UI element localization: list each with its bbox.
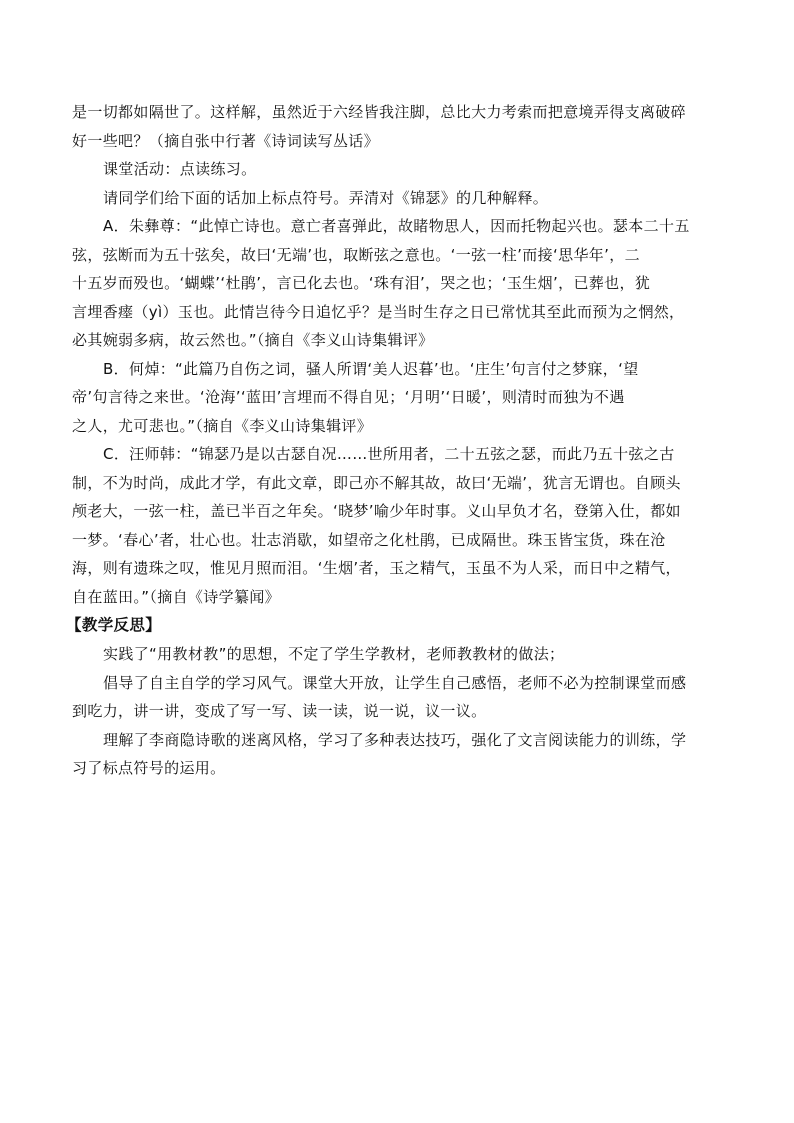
text-line: 十五岁而殁也。‘蝴蝶’‘杜鹃’，言已化去也。‘珠有泪’，哭之也；‘玉生烟’，已葬也，犹 — [72, 274, 651, 292]
body-text — [72, 98, 724, 611]
text-line: 倡导了自主自学的学习风气。课堂大开放，让学生自己感悟，老师不必为控制课堂而感 — [103, 673, 687, 692]
text-line: 好一些吧？（摘自张中行著《诗词读写丛话》 — [72, 131, 380, 150]
text-line: 实践了“用教材教”的思想，不定了学生学教材，老师教教材的做法； — [103, 645, 565, 663]
text-line: 海，则有遗珠之叹，惟见月照而泪。‘生烟’者，玉之精气，玉虽不为人采，而日中之精气， — [72, 559, 681, 577]
text-line: 到吃力，讲一讲，变成了写一写、读一读，说一说，议一议。 — [72, 702, 487, 720]
text-line: 理解了李商隐诗歌的迷离风格，学习了多种表达技巧，强化了文言阅读能力的训练，学 — [103, 730, 687, 749]
text-line: 请同学们给下面的话加上标点符号。弄清对《锦瑟》的几种解释。 — [103, 188, 549, 207]
text-line: 制，不为时尚，成此才学，有此文章，即己亦不解其故，故曰‘无端’，犹言无谓也。自顾头 — [72, 473, 681, 492]
text-line: 是一切都如隔世了。这样解，虽然近于六经皆我注脚，总比大力考索而把意境弄得支离破碎 — [72, 103, 687, 121]
text-line: 必其婉弱多病，故云然也。”（摘自《李义山诗集辑评》 — [72, 331, 434, 349]
text-line: B．何焯：“此篇乃自伤之词，骚人所谓‘美人迟暮’也。‘庄生’句言付之梦寐，‘望 — [103, 359, 639, 378]
text-line: 习了标点符号的运用。 — [72, 759, 226, 777]
text-line: 之人，尤可悲也。”（摘自《李义山诗集辑评》 — [72, 416, 373, 435]
text-line: 弦，弦断而为五十弦矣，故曰‘无端’也，取断弦之意也。‘一弦一柱’而接‘思华年’，二 — [72, 245, 640, 264]
reflection-heading: 【教学反思】 — [66, 616, 162, 634]
reflection-text — [72, 640, 724, 783]
text-line: 自在蓝田。”（摘自《诗学纂闻》 — [72, 587, 281, 606]
text-line: A．朱彝尊：“此悼亡诗也。意亡者喜弹此，故睹物思人，因而托物起兴也。瑟本二十五 — [103, 217, 690, 235]
text-line: 言埋香瘗（yì）玉也。此情岂待今日追忆乎？是当时生存之日已常忧其至此而预为之惘然， — [72, 302, 685, 321]
text-line: C．汪师韩：“锦瑟乃是以古瑟自况……世所用者，二十五弦之瑟，而此乃五十弦之古 — [103, 445, 675, 463]
text-line: 帝’句言待之来世。‘沧海’‘蓝田’言埋而不得自见；‘月明’‘日暖’，则清时而独为不遇 — [72, 388, 625, 406]
document-page — [66, 98, 724, 783]
text-line: 一梦。‘春心’者，壮心也。壮志消歇，如望帝之化杜鹃，已成隔世。珠玉皆宝货，珠在沧 — [72, 530, 666, 549]
text-line: 课堂活动：点读练习。 — [103, 160, 257, 178]
text-line: 颅老大，一弦一柱，盖已半百之年矣。‘晓梦’喻少年时事。义山早负才名，登第入仕，都如 — [72, 502, 681, 520]
